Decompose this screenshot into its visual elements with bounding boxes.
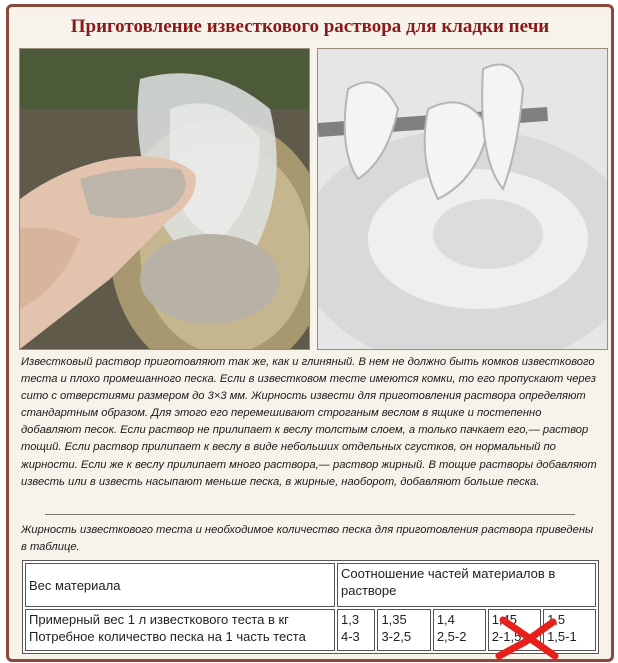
table-cell	[377, 609, 430, 651]
divider	[45, 514, 575, 515]
table-header-weight: Вес материала	[25, 563, 335, 607]
table-cell	[337, 609, 375, 651]
cell-sand: 3-2,5	[381, 629, 412, 644]
cell-weight: 1,5	[547, 612, 566, 627]
cell-sand: 1,5-1	[547, 629, 577, 644]
cell-weight: 1,4	[436, 612, 455, 627]
cell-sand: 2,5-2	[436, 629, 467, 644]
hand-with-lime-powder-bag-photo	[19, 48, 310, 350]
table-header-row	[25, 563, 596, 607]
cell-weight: 1,45	[491, 612, 517, 627]
cell-sand: 4-3	[341, 629, 360, 644]
row-label-weight: Примерный вес 1 л известкового теста в кг	[29, 612, 289, 627]
cell-weight: 1,35	[381, 612, 407, 627]
cell-weight: 1,3	[341, 612, 360, 627]
red-x-icon[interactable]	[495, 616, 561, 660]
table-cell	[433, 609, 486, 651]
table-row-labels	[25, 609, 335, 651]
row-label-sand: Потребное количество песка на 1 часть теста	[29, 629, 306, 644]
table-header-ratio: Соотношение частей материалов в растворе	[337, 563, 596, 607]
table-intro: Жирность известкового теста и необходимое количество песка для приготовления раствора приведены в таблице.	[21, 524, 594, 554]
mixer-in-lime-paste-photo	[317, 48, 608, 350]
article-frame	[6, 4, 614, 662]
page-title: Приготовление известкового раствора для кладки печи	[70, 16, 550, 37]
description-paragraph: Известковый раствор приготовляют так же, как и глиняный. В нем не должно быть комков известкового теста и плохо промешанного песка. Если в известковом тесте имеются комки, то его пропускают через сито с отверстиями размером до 3×3 мм. Жирность извести для приготовления раствора определяют стандартным образом. Для этого его перемешивают строганым веслом в ящике и постепенно добавляют песок. Если раствор не прилипает к веслу толстым слоем, а только пачкает его,— раствор тощий. Если раствор прилипает к веслу в виде небольших отдельных сгустков, он нормальный по жирности. Если же к веслу прилипает много раствора,— раствор жирный. В тощие растворы добавляют известь или в известь насыпают меньше песка, в жирные, наоборот, добавляют больше песка.	[21, 356, 597, 488]
cell-sand: 2-1,5	[491, 629, 522, 644]
